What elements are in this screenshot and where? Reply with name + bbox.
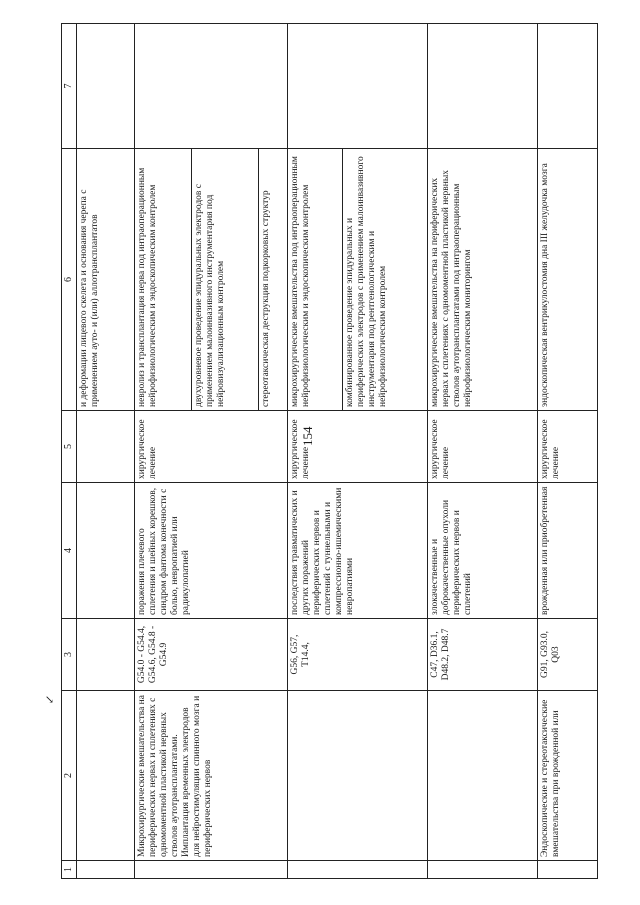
- method-item: комбинированное проведение эпидуральных и периферических электродов с применением малоинвазивного инструментария под рентгенологическим и нейрофизиологическим контролем: [345, 156, 388, 407]
- column-header: 3: [62, 619, 77, 691]
- cell-icd-codes: C47, D36.1, D48.2, D48.7: [428, 619, 538, 691]
- cell-method-group: [288, 691, 428, 861]
- cell-treatment-type: хирургическое лечение: [428, 411, 538, 483]
- cell-cost: [288, 24, 428, 149]
- cell-num: [135, 861, 288, 879]
- column-header: 1: [62, 861, 77, 879]
- column-header: 7: [62, 24, 77, 149]
- cell-patient-model: злокачественные и доброкачественные опухоли периферических нервов и сплетений: [428, 483, 538, 619]
- cell-cost: [428, 24, 538, 149]
- cell-patient-model: поражения плечевого сплетения и шейных корешков, синдром фантома конечности с болью, невропатией или радикулопатией: [135, 483, 288, 619]
- column-header: 5: [62, 411, 77, 483]
- cell-treatment-type: хирургическое лечение: [135, 411, 288, 483]
- page-number: 154: [300, 426, 315, 446]
- cell-patient-model: [77, 483, 135, 619]
- cell-num: [428, 861, 538, 879]
- cell-num: [288, 861, 428, 879]
- table-container: [61, 24, 623, 879]
- cell-icd-codes: [77, 619, 135, 691]
- cell-method: микрохирургические вмешательства на периферических нервах и сплетениях с одномоментной пластикой нервных стволов аутотрансплантатами под интраоперационным нейрофизиологическим мониторингом: [428, 149, 538, 411]
- cell-treatment-type: хирургическое лечение: [288, 411, 428, 483]
- cell-method: [288, 149, 428, 411]
- cell-icd-codes: G91, G93.0, Q03: [538, 619, 598, 691]
- cell-icd-codes: G54.0 - G54.4, G54.6, G54.8 - G54.9: [135, 619, 288, 691]
- cell-method-group: [77, 691, 135, 861]
- table-row: [538, 24, 598, 879]
- cell-method-group: [428, 691, 538, 861]
- method-item: стереотаксическая деструкция подкорковых структур: [261, 190, 271, 407]
- method-item: микрохирургические вмешательства под интраоперационным нейрофизиологическим и эндоскопическим контролем: [288, 149, 343, 410]
- method-text: и деформации лицевого скелета и основания черепа с применением ауто- и (или) аллотрансплантатов: [79, 189, 100, 407]
- cell-method-group: Микрохирургические вмешательства на периферических нервах и сплетениях с одномоментной пластикой нервных стволов аутотрансплантатами. Имплантация временных электродов для нейростимуляции спинного мозга и периферических нервов: [135, 691, 288, 861]
- column-header: 4: [62, 483, 77, 619]
- cell-method-group: Эндоскопические и стереотаксические вмешательства при врожденной или: [538, 691, 598, 861]
- cell-icd-codes: G56, G57, T14.4,: [288, 619, 428, 691]
- cell-method: эндоскопическая вентрикулостомия дна III желудочка мозга: [538, 149, 598, 411]
- cell-treatment-type: хирургическое лечение: [538, 411, 598, 483]
- method-item: невролиз и трансплантация нерва под интраоперационным нейрофизиологическим и эндоскопическим контролем: [135, 149, 192, 410]
- cell-num: [77, 861, 135, 879]
- cell-method: [77, 149, 135, 411]
- table-row: [135, 24, 288, 879]
- table-row: [428, 24, 538, 879]
- rotated-table: [61, 24, 623, 879]
- table-row: [288, 24, 428, 879]
- cell-method: [135, 149, 288, 411]
- cell-patient-model: врожденная или приобретенная: [538, 483, 598, 619]
- cell-cost: [135, 24, 288, 149]
- cell-patient-model: последствия травматических и других поражений периферических нервов и сплетений с туннельными и компрессионно-ишемическими невропатиями: [288, 483, 428, 619]
- column-header: 2: [62, 691, 77, 861]
- margin-mark: ↙: [44, 694, 57, 705]
- method-item: двухуровневое проведение эпидуральных электродов с применением малоинвазивного инструментария под нейровизуализационным контролем: [192, 149, 259, 410]
- medical-care-table: [61, 23, 598, 879]
- cell-cost: [77, 24, 135, 149]
- cell-treatment-type: [77, 411, 135, 483]
- column-header: 6: [62, 149, 77, 411]
- cell-cost: [538, 24, 598, 149]
- header-row: [62, 24, 77, 879]
- cell-num: [538, 861, 598, 879]
- table-row: [77, 24, 135, 879]
